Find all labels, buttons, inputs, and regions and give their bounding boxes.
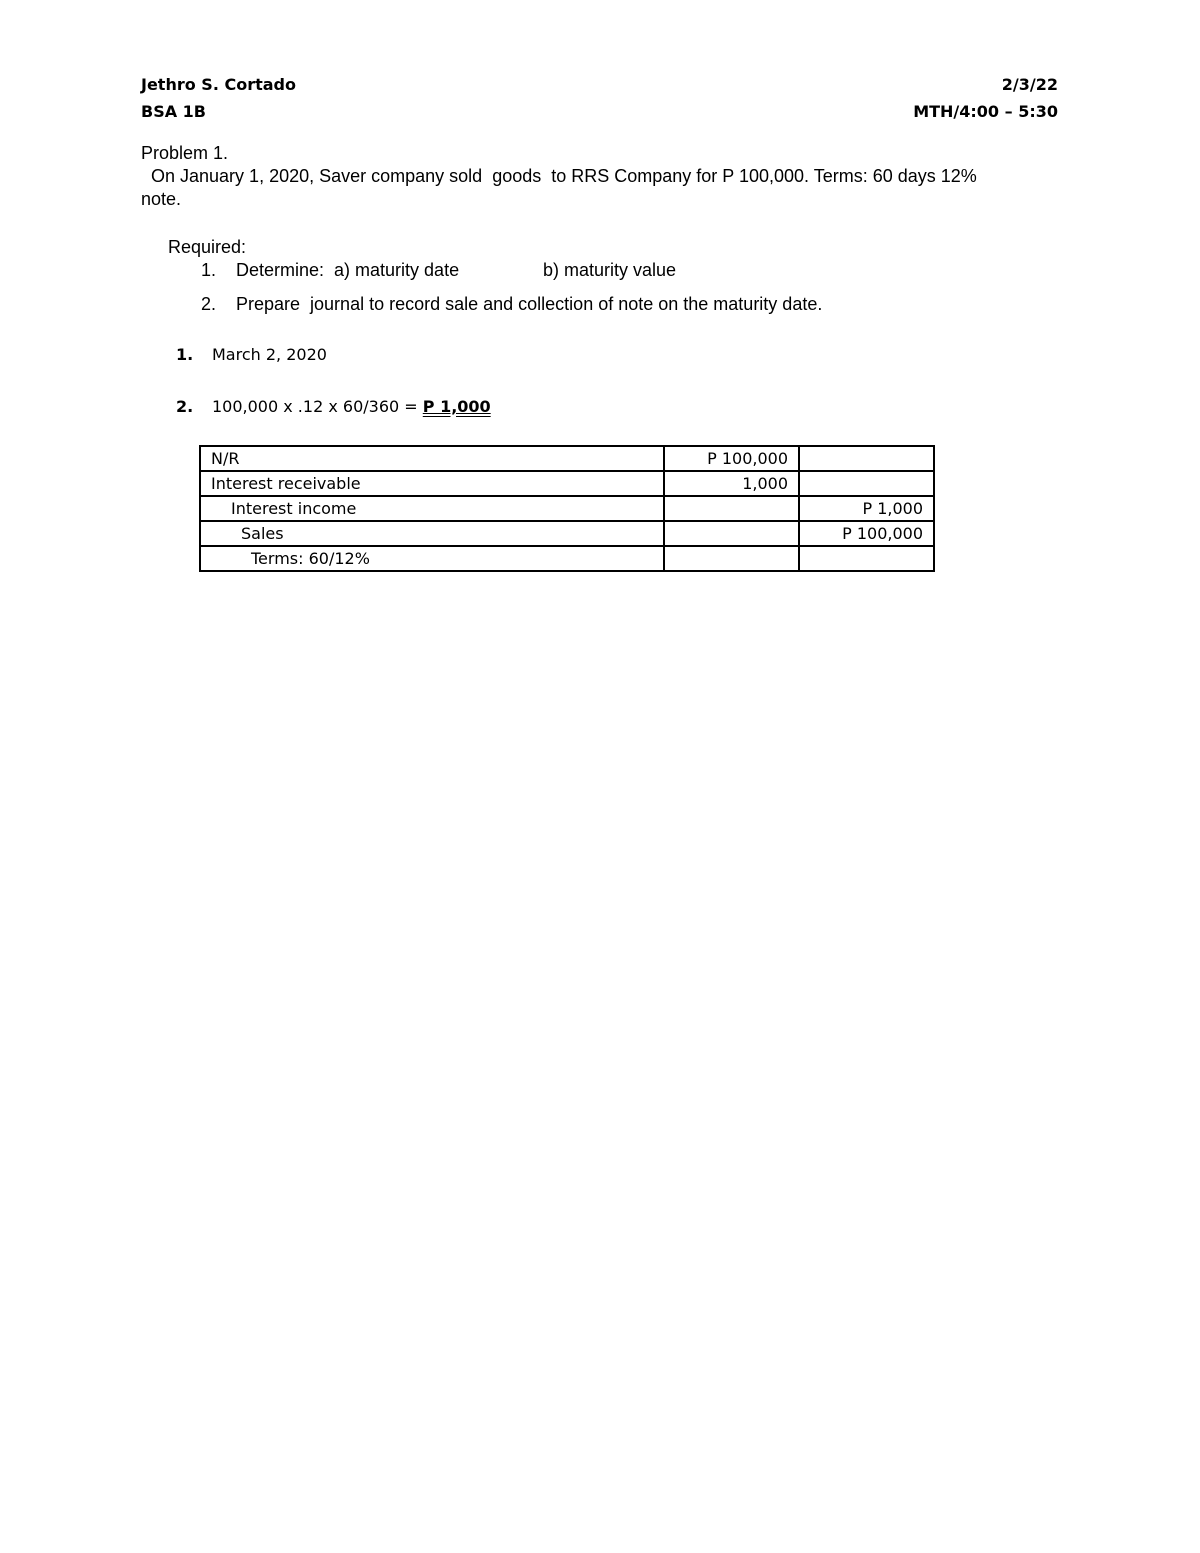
table-row: [200, 521, 934, 546]
account-cell: Interest receivable: [200, 471, 664, 496]
answer-1-text: March 2, 2020: [212, 345, 327, 364]
credit-cell: [799, 446, 934, 471]
account-cell: Terms: 60/12%: [200, 546, 664, 571]
class-schedule: MTH/4:00 – 5:30: [913, 102, 1058, 121]
answer-2-formula: 100,000 x .12 x 60/360 =: [212, 397, 423, 416]
requirement-1-text: Determine: a) maturity date: [236, 260, 460, 280]
credit-cell: [799, 546, 934, 571]
debit-cell: [664, 521, 799, 546]
table-row: [200, 446, 934, 471]
requirement-1-number: 1.: [201, 260, 217, 280]
problem-statement-line1: On January 1, 2020, Saver company sold goods to RRS Company for P 100,000. Terms: 60 days 12%: [141, 166, 977, 186]
credit-cell: P 100,000: [799, 521, 934, 546]
debit-cell: 1,000: [664, 471, 799, 496]
requirement-2-text: Prepare journal to record sale and collection of note on the maturity date.: [236, 294, 823, 314]
credit-cell: [799, 471, 934, 496]
debit-cell: [664, 496, 799, 521]
account-cell: N/R: [200, 446, 664, 471]
account-cell: Sales: [200, 521, 664, 546]
journal-entry-table: [199, 445, 935, 572]
answer-2-line: [212, 396, 491, 418]
requirement-1-extra: b) maturity value: [543, 260, 677, 280]
credit-cell: P 1,000: [799, 496, 934, 521]
document-date: 2/3/22: [1001, 75, 1058, 94]
problem-title: Problem 1.: [141, 143, 229, 163]
student-section: BSA 1B: [141, 102, 206, 121]
table-row: [200, 471, 934, 496]
debit-cell: P 100,000: [664, 446, 799, 471]
debit-cell: [664, 546, 799, 571]
answer-2-result: P 1,000: [422, 397, 491, 416]
problem-statement-line2: note.: [141, 189, 182, 209]
answer-2-number: 2.: [176, 397, 194, 416]
answer-1-number: 1.: [176, 345, 194, 364]
required-label: Required:: [168, 237, 247, 257]
table-row: [200, 546, 934, 571]
student-name: Jethro S. Cortado: [141, 75, 296, 94]
table-row: [200, 496, 934, 521]
requirement-2-number: 2.: [201, 294, 217, 314]
account-cell: Interest income: [200, 496, 664, 521]
